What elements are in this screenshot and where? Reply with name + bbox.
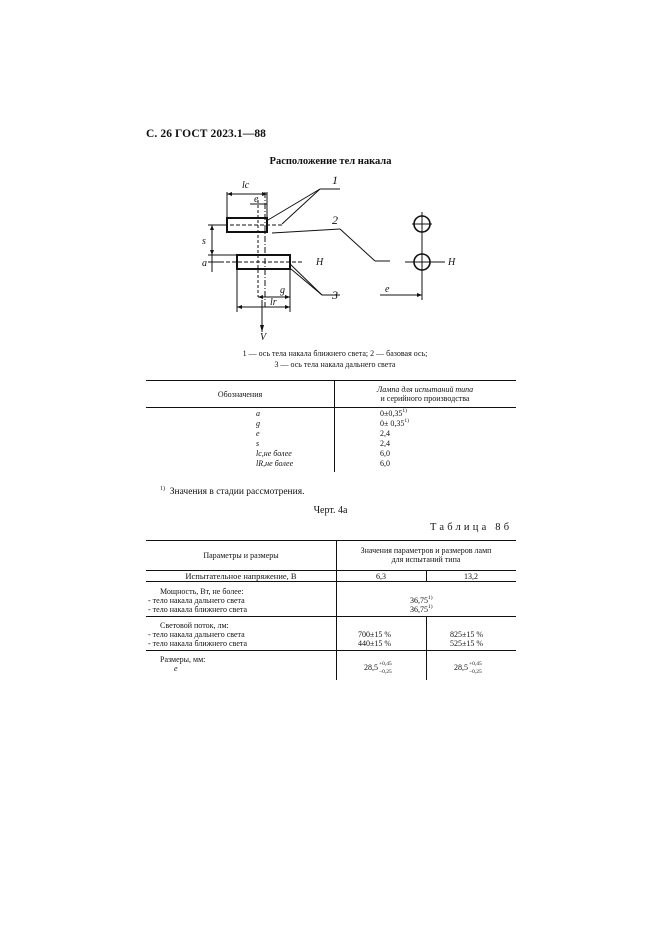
t2-flux-near-label: - тело накала ближнего света <box>148 639 248 648</box>
figure-legend-line-2: 3 — ось тела накала дальнего света <box>274 360 396 369</box>
footnote-mark: 1) <box>160 486 165 492</box>
table-row-value: 6,0 <box>380 449 390 458</box>
t2-header-values-2: для испытаний типа <box>391 555 461 564</box>
t2-dims-e: e <box>174 664 178 673</box>
label-lc: lc <box>242 180 250 191</box>
t2-header-values-1: Значения параметров и размеров ламп <box>360 546 492 555</box>
label-g: g <box>280 285 285 296</box>
label-callout-2: 2 <box>332 213 338 227</box>
t2-power-label: Мощность, Вт, не более: <box>160 587 244 596</box>
t2-flux-far-1: 700±15 % <box>358 630 392 639</box>
t2-power-near: 36,75$^{1)}$ <box>410 604 433 614</box>
table-row-symbol: g <box>256 419 260 428</box>
figure-legend-line-1: 1 — ось тела накала ближнего света; 2 — базовая ось; <box>242 349 428 358</box>
t1-header-lamp-2: и серийного производства <box>380 394 470 403</box>
table-row-symbol: a <box>256 409 260 418</box>
table-row-symbol: lR,не более <box>256 459 294 468</box>
figure-caption: Расположение тел накала <box>269 156 392 167</box>
table-row-value: 2,4 <box>380 439 390 448</box>
t1-header-designation: Обозначения <box>217 390 263 399</box>
filament-position-drawing <box>190 172 480 344</box>
label-v: V <box>260 332 267 343</box>
t2-flux-near-1: 440±15 % <box>358 639 392 648</box>
t2-dims-label: Размеры, мм: <box>160 655 206 664</box>
label-s: s <box>202 236 206 247</box>
label-lr: lr <box>270 297 277 308</box>
t2-flux-label: Световой поток, лм: <box>160 621 229 630</box>
designation-table <box>146 380 516 472</box>
label-h-right: H <box>448 257 456 268</box>
t2-flux-near-2: 525±15 % <box>450 639 484 648</box>
t2-power-near-label: - тело накала ближнего света <box>148 605 248 614</box>
t2-e-val-1: 28,5 +0,45 −0,25 <box>364 661 392 675</box>
parameters-table <box>146 540 516 680</box>
label-e: e <box>254 194 259 205</box>
footnote-text: Значения в стадии рассмотрения. <box>169 487 305 498</box>
t2-power-far-label: - тело накала дальнего света <box>148 596 245 605</box>
t2-voltage-label: Испытательное напряжение, В <box>185 571 297 581</box>
table-title: Таблица 8б <box>430 522 513 533</box>
page-header: С. 26 ГОСТ 2023.1—88 <box>146 128 267 140</box>
t2-flux-far-label: - тело накала дальнего света <box>148 630 245 639</box>
table-row-symbol: e <box>256 429 260 438</box>
label-a: a <box>202 258 207 269</box>
label-h-left: H <box>316 257 324 268</box>
t2-voltage-1: 6,3 <box>376 572 386 581</box>
t2-voltage-2: 13,2 <box>464 572 478 581</box>
figure-number: Черт. 4а <box>313 505 348 516</box>
table-row-symbol: lc,не более <box>256 449 292 458</box>
t2-header-params: Параметры и размеры <box>203 551 279 560</box>
label-callout-1: 1 <box>332 173 338 187</box>
t2-e-val-2: 28,5 +0,45 −0,25 <box>454 661 482 675</box>
table-row-value: 6,0 <box>380 459 390 468</box>
table-row-value: $0\pm 0,35^{1)}$ <box>380 418 409 428</box>
table-row-value: 2,4 <box>380 429 390 438</box>
table-row-value: $0\pm 0,35^{1)}$ <box>380 408 407 418</box>
t1-header-lamp-1: Лампа для испытаний типа <box>376 385 474 394</box>
t2-power-far: 36,75$^{1)}$ <box>410 595 433 605</box>
footnote <box>160 486 304 497</box>
label-callout-3: 3 <box>332 288 338 302</box>
table-row-symbol: s <box>256 439 260 448</box>
label-e-right: e <box>385 284 390 295</box>
t2-flux-far-2: 825±15 % <box>450 630 484 639</box>
